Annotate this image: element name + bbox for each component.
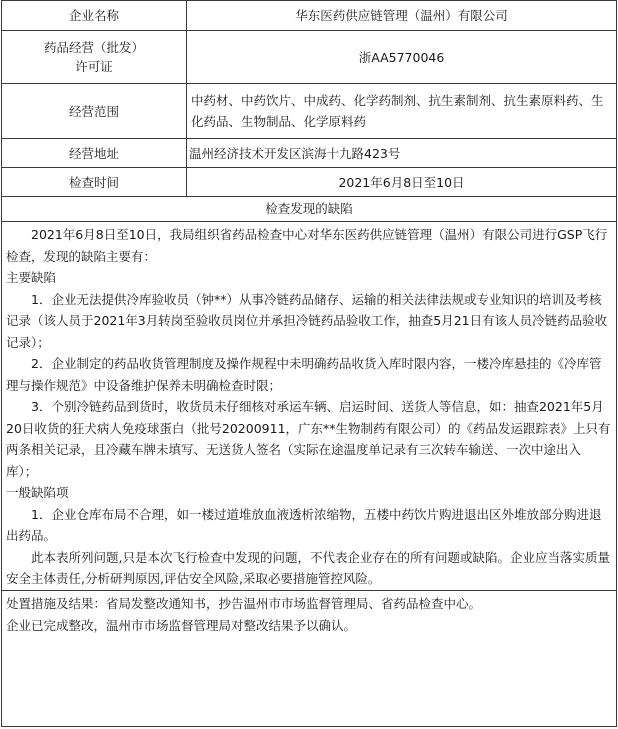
major-defect-item-1: 1．企业无法提供冷库验收员（钟**）从事冷链药品储存、运输的相关法律法规或专业知识的培训及考核记录（该人员于2021年3月转岗至验收员岗位并承担冷链药品验收工作，抽查5月21日有该人员冷链药品验收记录）； (6, 291, 608, 350)
company-name-value: 华东医药供应链管理（温州）有限公司 (295, 8, 508, 23)
findings-body (2, 221, 616, 590)
business-scope-value (187, 84, 616, 138)
license-value: 浙AA5770046 (358, 49, 445, 65)
findings-intro: 2021年6月8日至10日，我局组织省药品检查中心对华东医药供应链管理（温州）有限公司进行GSP飞行检查，发现的缺陷主要有： (6, 227, 608, 264)
license-label (2, 31, 187, 83)
license-label-line2: 许可证 (75, 59, 113, 74)
row-scope (2, 83, 616, 138)
inspection-report-table (1, 0, 617, 727)
inspection-time-value: 2021年6月8日至10日 (338, 174, 465, 190)
findings-disclaimer: 此本表所列问题,只是本次飞行检查中发现的问题，不代表企业存在的所有问题或缺陷。企业应当落实质量安全主体责任,分析研判原因,评估安全风险,采取必要措施管控风险。 (6, 549, 610, 586)
disposal-measures: 处置措施及结果：省局发整改通知书，抄告温州市市场监督管理局、省药品检查中心。 (6, 595, 482, 611)
row-inspection-time (2, 167, 616, 196)
rectification-result: 企业已完成整改，温州市市场监督管理局对整改结果予以确认。 (6, 617, 357, 633)
business-address-label: 经营地址 (2, 139, 187, 167)
disposal-section (2, 590, 616, 637)
business-address-value: 温州经济技术开发区滨海十九路423号 (189, 145, 401, 161)
inspection-time-label: 检查时间 (2, 168, 187, 196)
row-address (2, 138, 616, 167)
business-scope-text: 中药材、中药饮片、中成药、化学药制剂、抗生素制剂、抗生素原料药、生化药品、生物制品、化学原料药 (191, 93, 604, 129)
major-defect-item-3: 3．个别冷链药品到货时，收货员未仔细核对承运车辆、启运时间、送货人等信息，如：抽查2021年5月20日收货的狂犬病人免疫球蛋白（批号20200911，广东**生物制药有限公司）的《药品发运跟踪表》上只有两条相关记录，且冷藏车牌未填写、无送货人签名（实际在途温度单记录有三次转车输送、一次中途出入库）； (6, 399, 611, 479)
major-defects-heading: 主要缺陷 (6, 270, 57, 285)
business-scope-label: 经营范围 (2, 84, 187, 138)
row-company (2, 0, 616, 30)
general-defects-heading: 一般缺陷项 (6, 485, 69, 500)
findings-title: 检查发现的缺陷 (2, 196, 616, 221)
license-label-line1: 药品经营（批发） (43, 40, 144, 55)
company-name-label: 企业名称 (2, 1, 187, 30)
major-defect-item-2: 2．企业制定的药品收货管理制度及操作规程中未明确药品收货入库时限内容，一楼冷库悬挂的《冷库管理与操作规范》中设备维护保养未明确检查时限； (6, 356, 602, 393)
row-license (2, 30, 616, 83)
general-defect-item-1: 1．企业仓库布局不合理，如一楼过道堆放血液透析浓缩物，五楼中药饮片购进退出区外堆放部分购进退出药品。 (6, 506, 602, 543)
